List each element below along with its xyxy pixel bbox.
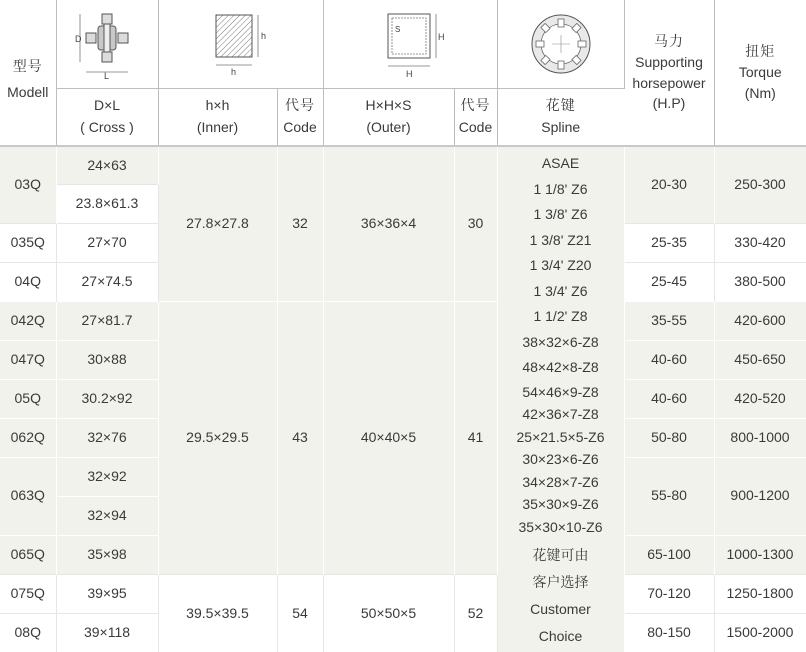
- spline-item: 42×36×7-Z8: [498, 403, 624, 426]
- header-hp-unit: (H.P): [625, 95, 714, 113]
- outer-code-cell: 41: [454, 301, 497, 574]
- table-cell-dl: 39×118: [56, 613, 158, 652]
- hp-cell: 50-80: [624, 418, 714, 457]
- spline-item: 1 1/8' Z6: [498, 177, 624, 203]
- header-spline: [497, 88, 624, 146]
- outer-size-cell: 40×40×5: [323, 301, 454, 574]
- spline-item: 35×30×10-Z6: [498, 516, 624, 539]
- spline-item: 38×32×6-Z8: [498, 330, 624, 356]
- table-cell-dl: 24×63: [56, 146, 158, 184]
- header-inner-code-en: Code: [278, 119, 323, 137]
- header-dl-label: D×L: [57, 97, 158, 115]
- header-outer-code-zh: 代号: [455, 97, 497, 115]
- table-row-model: 035Q: [0, 223, 56, 262]
- table-row-model: 063Q: [0, 457, 56, 535]
- header-torque-zh: 扭矩: [715, 43, 806, 61]
- hp-cell: 70-120: [624, 574, 714, 613]
- table-cell-dl: 27×74.5: [56, 262, 158, 301]
- outer-h-side-label: H: [438, 32, 445, 42]
- header-model: [0, 0, 56, 146]
- header-outer-code: [454, 88, 497, 146]
- table-row-model: 08Q: [0, 613, 56, 652]
- outer-s-label: S: [395, 25, 400, 34]
- cross-joint-icon: [72, 8, 142, 80]
- torque-cell: 1250-1800: [714, 574, 806, 613]
- header-inner-code-zh: 代号: [278, 97, 323, 115]
- outer-size-cell: 36×36×4: [323, 146, 454, 301]
- inner-h-side-label: h: [261, 31, 266, 41]
- hp-cell: 20-30: [624, 146, 714, 223]
- table-row-model: 05Q: [0, 379, 56, 418]
- torque-cell: 330-420: [714, 223, 806, 262]
- header-hhs: [323, 88, 454, 146]
- header-horsepower: [624, 0, 714, 146]
- hp-cell: 25-35: [624, 223, 714, 262]
- table-cell-dl: 35×98: [56, 535, 158, 574]
- inner-size-cell: 29.5×29.5: [158, 301, 277, 574]
- cross-l-label: L: [104, 71, 109, 80]
- table-row-model: 062Q: [0, 418, 56, 457]
- spline-item: 54×46×9-Z8: [498, 381, 624, 404]
- inner-code-cell: 54: [277, 574, 323, 652]
- torque-cell: 450-650: [714, 340, 806, 379]
- header-model-en: Modell: [0, 84, 56, 102]
- spline-note: 客户选择: [498, 569, 624, 596]
- spline-item: 1 3/8' Z6: [498, 202, 624, 228]
- inner-code-cell: 32: [277, 146, 323, 301]
- spline-item: ASAE: [498, 151, 624, 177]
- header-outer-icon-cell: [323, 0, 497, 88]
- header-hhs-label: H×H×S: [324, 97, 454, 115]
- spline-item: 1 3/4' Z6: [498, 279, 624, 305]
- torque-cell: 1500-2000: [714, 613, 806, 652]
- hp-cell: 55-80: [624, 457, 714, 535]
- header-spline-en: Spline: [498, 119, 625, 137]
- square-outer-tube-icon: [370, 8, 450, 80]
- hp-cell: 65-100: [624, 535, 714, 574]
- outer-h-bottom-label: H: [406, 69, 413, 79]
- header-dl-sub: ( Cross ): [57, 119, 158, 137]
- header-hh-label: h×h: [159, 97, 277, 115]
- spline-list-cell: [497, 146, 624, 652]
- table-cell-dl: 30.2×92: [56, 379, 158, 418]
- spline-note: 花键可由: [498, 542, 624, 569]
- header-hh-sub: (Inner): [159, 119, 277, 137]
- outer-size-cell: 50×50×5: [323, 574, 454, 652]
- hp-cell: 80-150: [624, 613, 714, 652]
- table-row-model: 04Q: [0, 262, 56, 301]
- torque-cell: 250-300: [714, 146, 806, 223]
- table-cell-dl: 27×70: [56, 223, 158, 262]
- table-row-model: 03Q: [0, 146, 56, 223]
- hp-cell: 25-45: [624, 262, 714, 301]
- header-cross-icon-cell: [56, 0, 158, 88]
- table-row-model: 075Q: [0, 574, 56, 613]
- header-inner-code: [277, 88, 323, 146]
- header-spline-zh: 花键: [498, 97, 625, 115]
- table-cell-dl: 23.8×61.3: [56, 184, 158, 223]
- spline-item: 30×23×6-Z6: [498, 448, 624, 471]
- spline-item: 34×28×7-Z6: [498, 471, 624, 494]
- torque-cell: 420-600: [714, 301, 806, 340]
- header-spline-icon-cell: [497, 0, 624, 88]
- table-cell-dl: 32×92: [56, 457, 158, 496]
- table-row-model: 042Q: [0, 301, 56, 340]
- table-cell-dl: 27×81.7: [56, 301, 158, 340]
- torque-cell: 420-520: [714, 379, 806, 418]
- header-hhs-sub: (Outer): [324, 119, 454, 137]
- table-cell-dl: 32×94: [56, 496, 158, 535]
- square-inner-tube-icon: [206, 9, 276, 79]
- inner-size-cell: 27.8×27.8: [158, 146, 277, 301]
- spline-note: Choice: [498, 623, 624, 650]
- spline-item: 25×21.5×5-Z6: [498, 426, 624, 449]
- inner-code-cell: 43: [277, 301, 323, 574]
- header-inner-icon-cell: [158, 0, 323, 88]
- header-dl: [56, 88, 158, 146]
- hp-cell: 40-60: [624, 340, 714, 379]
- torque-cell: 800-1000: [714, 418, 806, 457]
- outer-code-cell: 30: [454, 146, 497, 301]
- inner-h-bottom-label: h: [231, 67, 236, 77]
- spline-gear-icon: [528, 11, 594, 77]
- header-model-zh: 型号: [0, 58, 56, 76]
- header-torque: [714, 0, 806, 146]
- table-cell-dl: 39×95: [56, 574, 158, 613]
- spline-item: 1 3/8' Z21: [498, 228, 624, 254]
- torque-cell: 1000-1300: [714, 535, 806, 574]
- header-torque-en: Torque: [715, 64, 806, 82]
- torque-cell: 380-500: [714, 262, 806, 301]
- spline-item: 1 1/2' Z8: [498, 304, 624, 330]
- torque-cell: 900-1200: [714, 457, 806, 535]
- outer-code-cell: 52: [454, 574, 497, 652]
- spline-note: Customer: [498, 596, 624, 623]
- spline-item: 48×42×8-Z8: [498, 355, 624, 381]
- table-cell-dl: 32×76: [56, 418, 158, 457]
- header-outer-code-en: Code: [455, 119, 497, 137]
- header-hp-zh: 马力: [625, 33, 714, 51]
- header-hh: [158, 88, 277, 146]
- spline-item: 35×30×9-Z6: [498, 493, 624, 516]
- header-torque-unit: (Nm): [715, 85, 806, 103]
- spline-item: 1 3/4' Z20: [498, 253, 624, 279]
- hp-cell: 35-55: [624, 301, 714, 340]
- cross-d-label: D: [75, 34, 82, 44]
- inner-size-cell: 39.5×39.5: [158, 574, 277, 652]
- table-row-model: 047Q: [0, 340, 56, 379]
- header-hp-en2: horsepower: [625, 75, 714, 93]
- hp-cell: 40-60: [624, 379, 714, 418]
- header-hp-en1: Supporting: [625, 54, 714, 72]
- table-row-model: 065Q: [0, 535, 56, 574]
- table-cell-dl: 30×88: [56, 340, 158, 379]
